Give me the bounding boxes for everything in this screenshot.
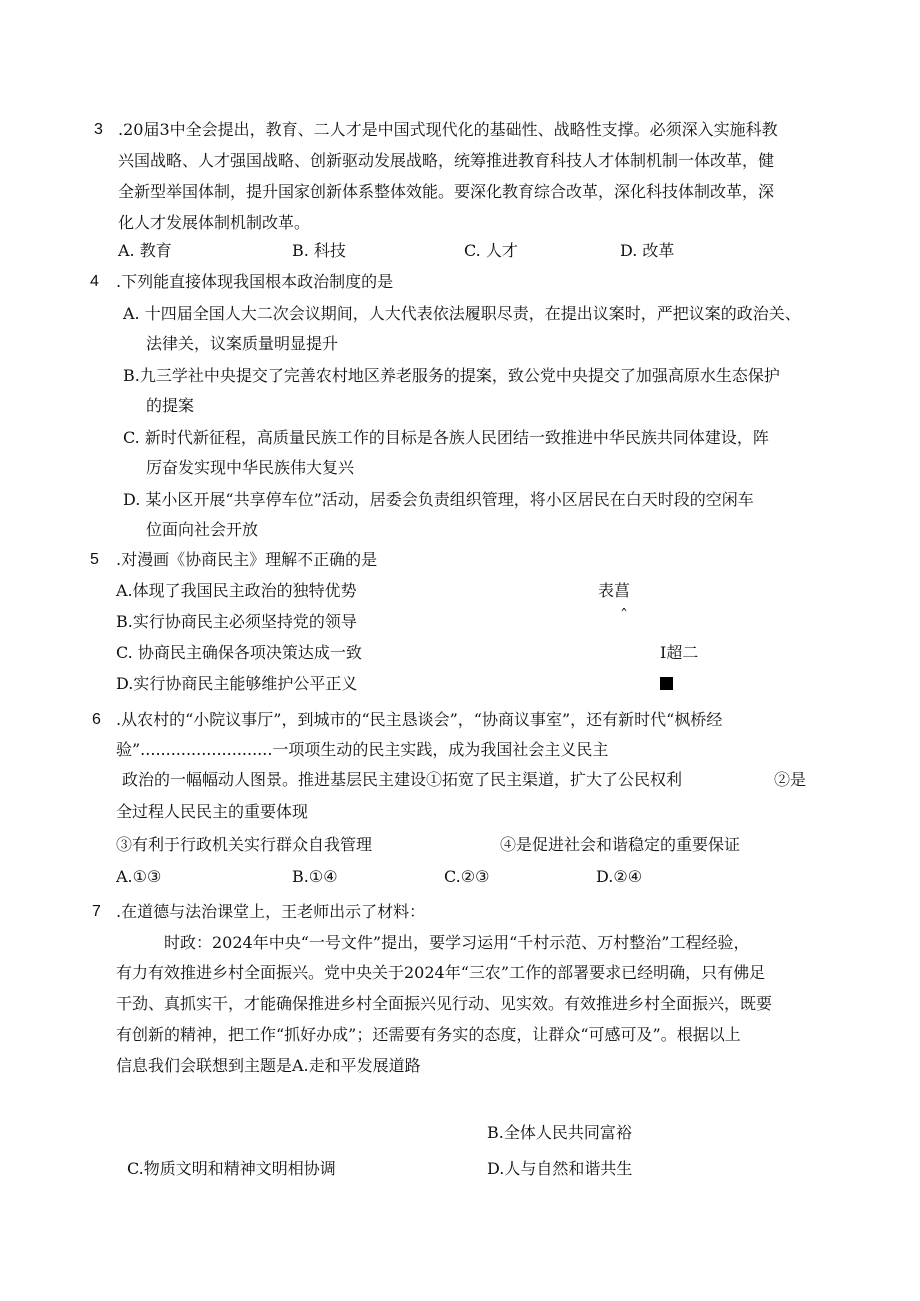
black-square-icon: [660, 677, 673, 690]
q4-option-c-line-1: C. 新时代新征程，高质量民族工作的目标是各族人民团结一致推进中华民族共同体建设，阵: [123, 428, 769, 447]
q6-option-d: D.②④: [596, 867, 643, 886]
q6-text-line-1: .从农村的“小院议事厅”，到城市的“民主恳谈会”，“协商议事室”，还有新时代“枫桥经: [116, 710, 723, 729]
q3-option-d: D. 改革: [620, 241, 675, 260]
q6-option-c: C.②③: [444, 867, 490, 886]
q3-number: 3: [94, 121, 103, 138]
q4-option-b-line-1: B.九三学社中央提交了完善农村地区养老服务的提案，致公党中央提交了加强高原水生态保护: [123, 366, 780, 385]
q4-number: 4: [90, 273, 99, 290]
q4-stem: .下列能直接体现我国根本政治制度的是: [116, 272, 394, 291]
q4-option-c-line-2: 厉奋发实现中华民族伟大复兴: [146, 458, 355, 477]
q6-text-line-2: 验”..........................一项项生动的民主实践，成为我国社会主义民主: [116, 740, 609, 759]
q5-number: 5: [90, 551, 99, 568]
q7-number: 7: [92, 903, 101, 920]
q7-stem: .在道德与法治课堂上，王老师出示了材料：: [116, 902, 426, 921]
q6-text-line-3: 政治的一幅幅动人图景。推进基层民主建设①拓宽了民主渠道，扩大了公民权利: [122, 770, 683, 789]
q7-material-line-3: 干劲、真抓实干，才能确保推进乡村全面振兴见行动、见实效。有效推进乡村全面振兴，既要: [116, 994, 773, 1013]
q3-option-c: C. 人才: [464, 241, 518, 260]
q4-option-a-line-1: A. 十四届全国人大二次会议期间，人大代表依法履职尽责，在提出议案时，严把议案的政治关、: [123, 304, 801, 323]
q4-option-d-line-2: 位面向社会开放: [146, 520, 259, 539]
q3-text-line-3: 全新型举国体制，提升国家创新体系整体效能。要深化教育综合改革，深化科技体制改革，深: [118, 182, 775, 201]
q6-statement-3: ③有利于行政机关实行群众自我管理: [116, 835, 373, 854]
q6-text-line-3-tail: ②是: [774, 770, 807, 789]
q5-stem: .对漫画《协商民主》理解不正确的是: [116, 550, 378, 569]
q6-option-b: B.①④: [292, 867, 338, 886]
q5-option-b: B.实行协商民主必须坚持党的领导: [116, 612, 357, 631]
q7-option-b: B.全体人民共同富裕: [487, 1123, 632, 1142]
q5-option-c: C. 协商民主确保各项决策达成一致: [116, 643, 362, 662]
q5-cartoon-fragment-1: 表菖: [598, 581, 631, 600]
q3-text-line-1: .20届3中全会提出，教育、二人才是中国式现代化的基础性、战略性支撑。必须深入实施科教: [118, 120, 778, 139]
q4-option-d-line-1: D. 某小区开展“共享停车位”活动，居委会负责组织管理，将小区居民在白天时段的空闲车: [123, 490, 754, 509]
q4-option-b-line-2: 的提案: [146, 396, 195, 415]
q6-statement-4: ④是促进社会和谐稳定的重要保证: [500, 835, 741, 854]
q6-option-a: A.①③: [116, 867, 162, 886]
q3-text-line-2: 兴国战略、人才强国战略、创新驱动发展战略，统筹推进教育科技人才体制机制一体改革，健: [118, 151, 775, 170]
q7-material-line-4: 有创新的精神，把工作“抓好办成”；还需要有务实的态度，让群众“可感可及”。根据以上: [116, 1025, 741, 1044]
q7-option-d: D.人与自然和谐共生: [487, 1159, 633, 1178]
q5-cartoon-fragment-4: [660, 673, 673, 695]
q5-option-d: D.实行协商民主能够维护公平正义: [116, 674, 358, 693]
q7-material-line-5: 信息我们会联想到主题是A.走和平发展道路: [116, 1056, 421, 1075]
q6-text-line-4: 全过程人民民主的重要体现: [116, 802, 309, 821]
q5-cartoon-fragment-3: I超二: [660, 643, 699, 662]
q7-material-line-1: 时政：2024年中央“一号文件”提出，要学习运用“千村示范、万村整治”工程经验，: [164, 933, 750, 952]
q3-text-line-4: 化人才发展体制机制改革。: [118, 213, 311, 232]
q7-option-c: C.物质文明和精神文明相协调: [127, 1159, 336, 1178]
q6-number: 6: [92, 711, 101, 728]
q3-option-a: A. 教育: [118, 241, 172, 260]
q7-material-line-2: 有力有效推进乡村全面振兴。党中央关于2024年“三农”工作的部署要求已经明确，只有佛足: [116, 963, 766, 982]
q3-option-b: B. 科技: [292, 241, 346, 260]
q4-option-a-line-2: 法律关，议案质量明显提升: [146, 334, 339, 353]
q5-cartoon-fragment-2: ˆ: [620, 606, 628, 625]
q5-option-a: A.体现了我国民主政治的独特优势: [116, 581, 357, 600]
